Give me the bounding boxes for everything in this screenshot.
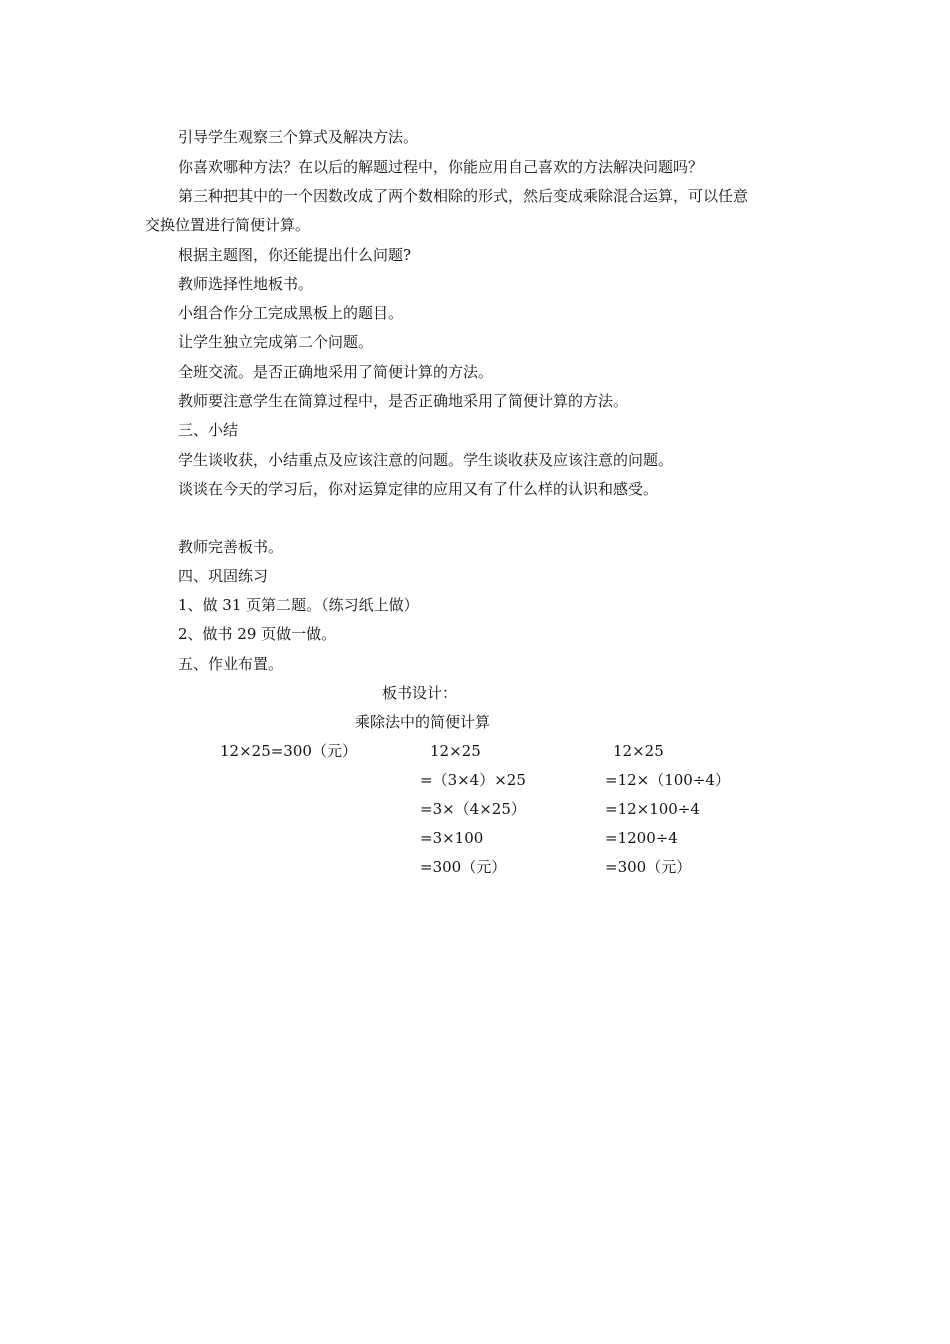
section-heading: 四、巩固练习 bbox=[178, 567, 269, 585]
method3-step: =12×100÷4 bbox=[605, 800, 700, 818]
paragraph: 全班交流。是否正确地采用了简便计算的方法。 bbox=[178, 363, 494, 381]
paragraph: 教师完善板书。 bbox=[178, 538, 284, 556]
paragraph: 你喜欢哪种方法？在以后的解题过程中，你能应用自己喜欢的方法解决问题吗？ bbox=[178, 158, 704, 176]
section-heading: 五、作业布置。 bbox=[178, 655, 284, 673]
exercise-item: 1、做 31 页第二题。（练习纸上做） bbox=[178, 596, 419, 614]
paragraph: 教师要注意学生在简算过程中，是否正确地采用了简便计算的方法。 bbox=[178, 392, 629, 410]
method3-step: 12×25 bbox=[613, 742, 664, 760]
board-design-title: 乘除法中的简便计算 bbox=[355, 713, 491, 731]
method2-step: =300（元） bbox=[420, 858, 507, 876]
section-heading: 三、小结 bbox=[178, 421, 239, 439]
method3-step: =12×（100÷4） bbox=[605, 771, 730, 789]
method2-step: =（3×4）×25 bbox=[420, 771, 526, 789]
paragraph: 第三种把其中的一个因数改成了两个数相除的形式，然后变成乘除混合运算，可以任意 bbox=[178, 187, 749, 205]
method3-step: =300（元） bbox=[605, 858, 692, 876]
paragraph-continuation: 交换位置进行简便计算。 bbox=[145, 216, 311, 234]
method2-step: =3×（4×25） bbox=[420, 800, 526, 818]
exercise-item: 2、做书 29 页做一做。 bbox=[178, 625, 337, 643]
method3-step: =1200÷4 bbox=[605, 829, 678, 847]
method1-step: 12×25=300（元） bbox=[220, 742, 357, 760]
method2-step: 12×25 bbox=[430, 742, 481, 760]
paragraph: 教师选择性地板书。 bbox=[178, 275, 314, 293]
paragraph: 根据主题图，你还能提出什么问题? bbox=[178, 246, 412, 264]
paragraph: 小组合作分工完成黑板上的题目。 bbox=[178, 304, 404, 322]
paragraph: 让学生独立完成第二个问题。 bbox=[178, 333, 374, 351]
board-design-heading: 板书设计： bbox=[382, 684, 458, 702]
paragraph: 学生谈收获，小结重点及应该注意的问题。学生谈收获及应该注意的问题。 bbox=[178, 451, 674, 469]
paragraph: 谈谈在今天的学习后，你对运算定律的应用又有了什么样的认识和感受。 bbox=[178, 480, 659, 498]
paragraph: 引导学生观察三个算式及解决方法。 bbox=[178, 128, 419, 146]
method2-step: =3×100 bbox=[420, 829, 484, 847]
